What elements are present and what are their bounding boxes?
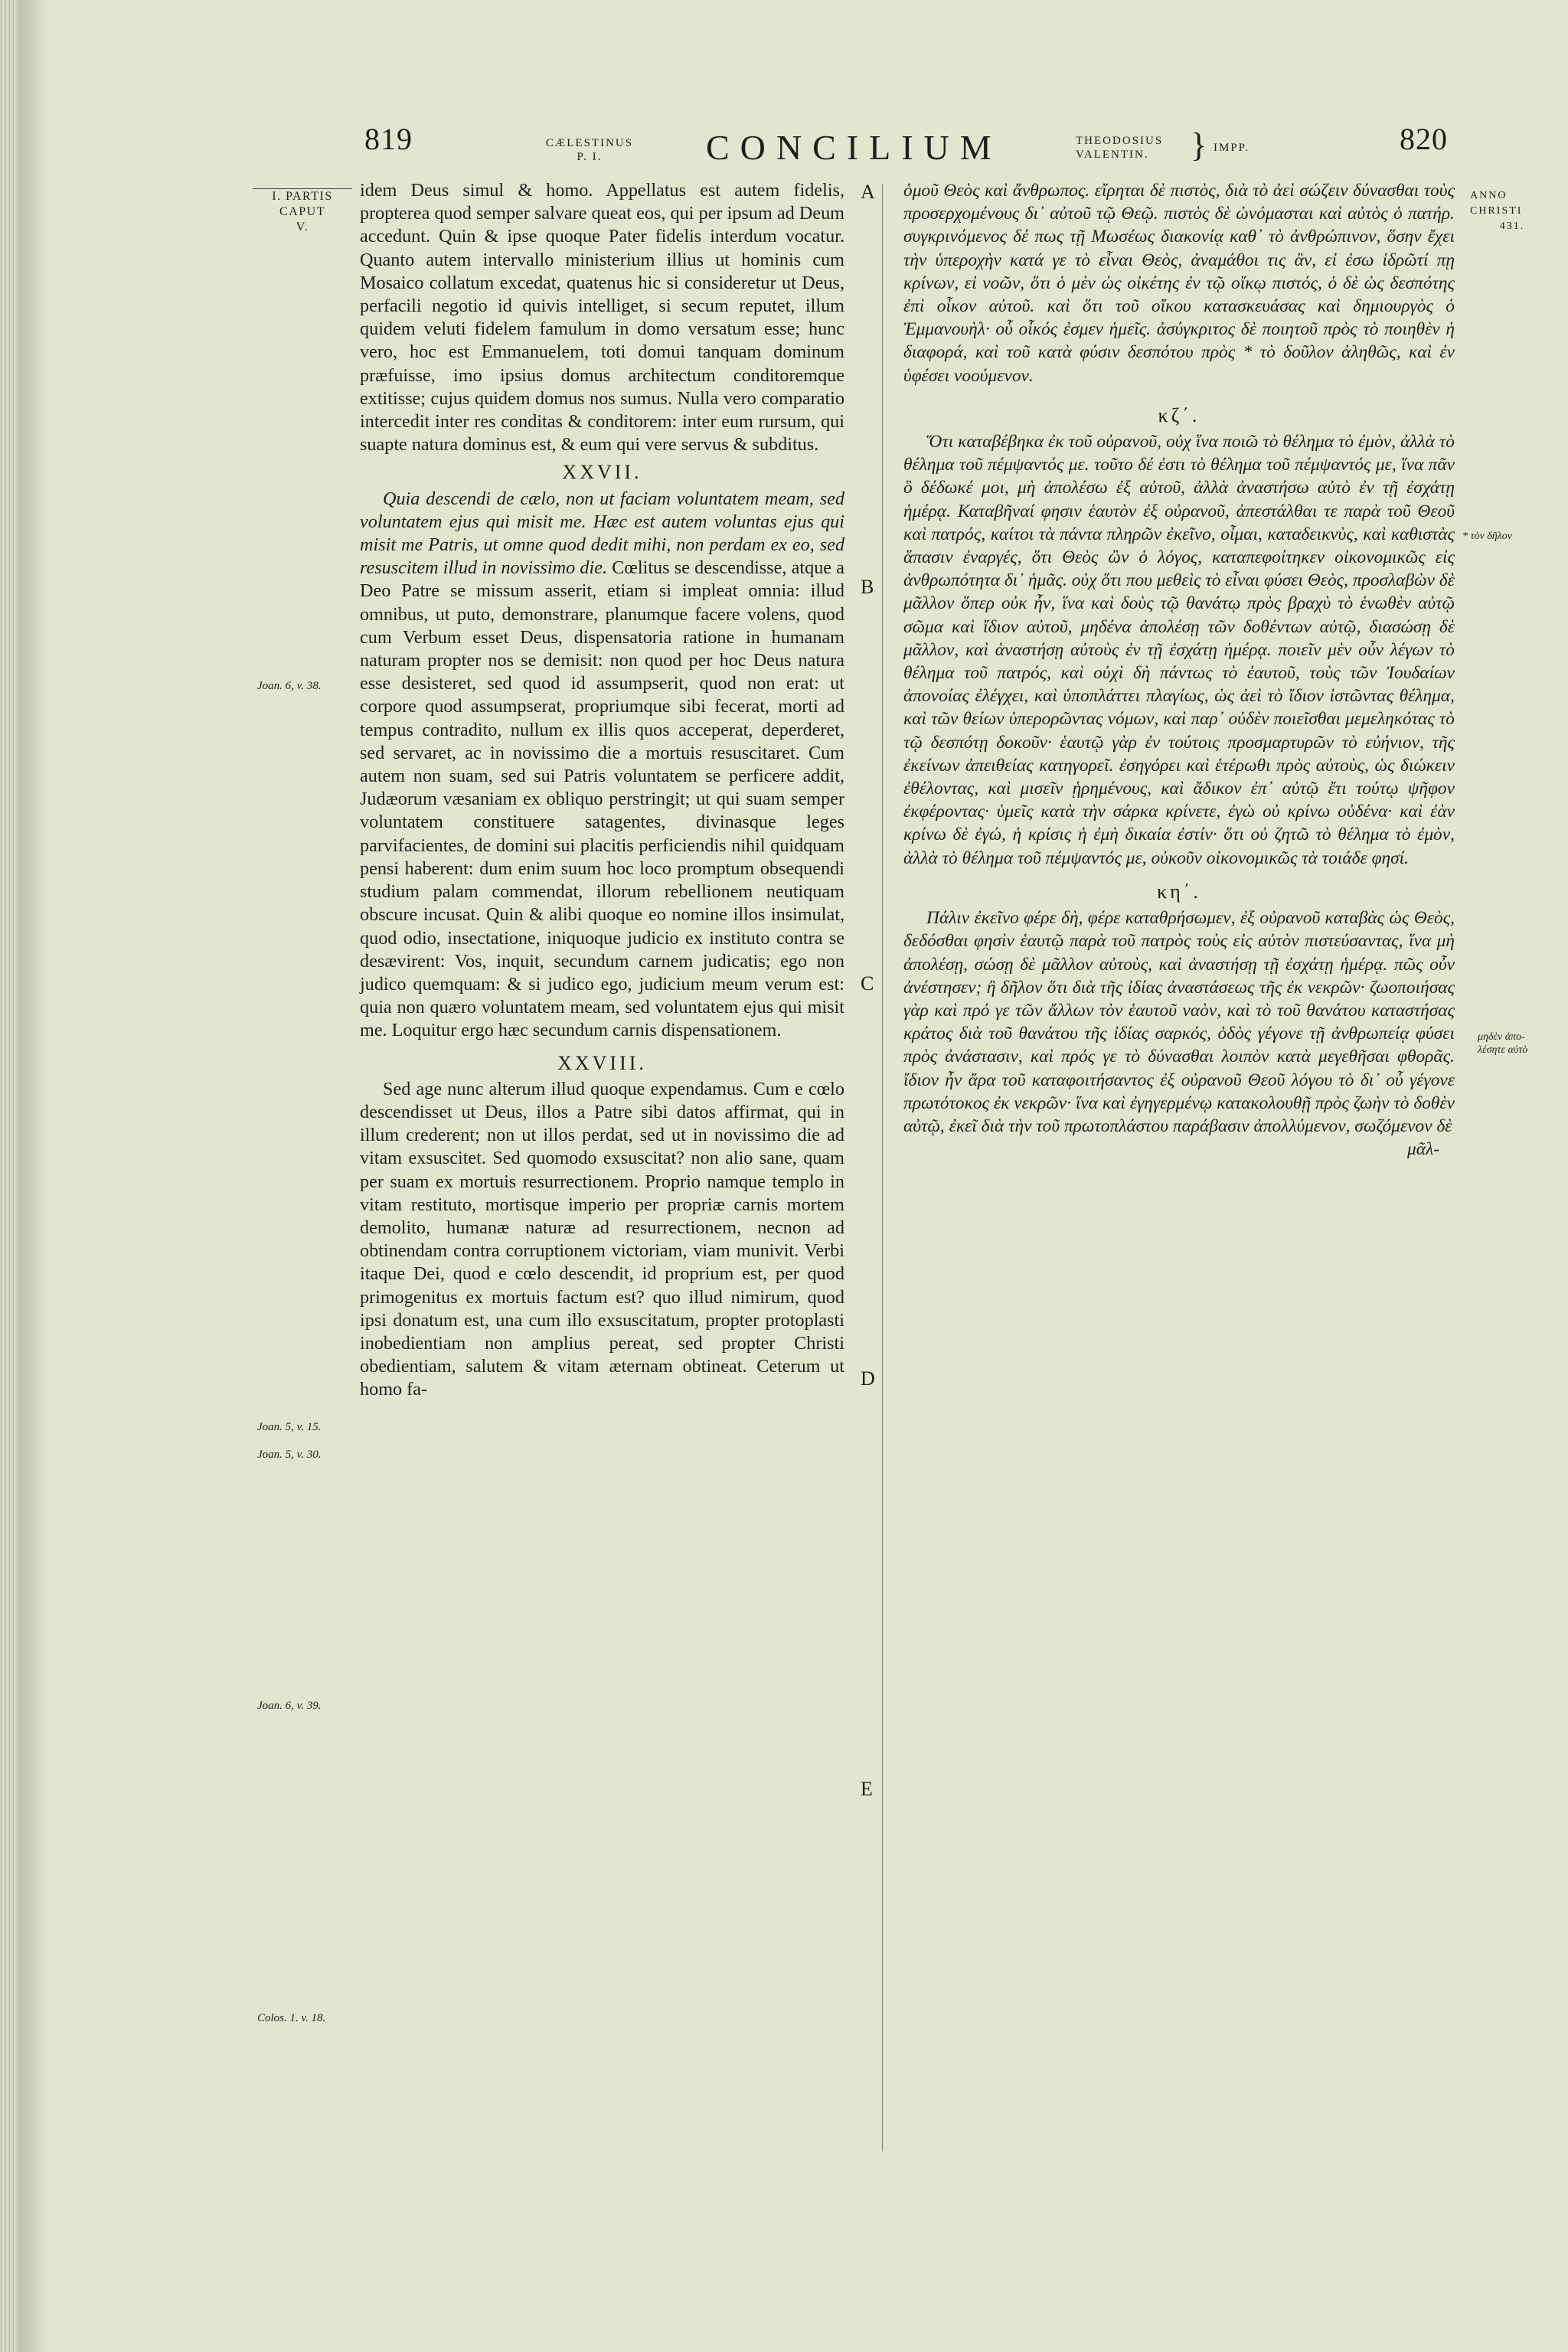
header-brace: } xyxy=(1191,126,1207,164)
section-letter-c: C xyxy=(861,972,874,995)
margin-ref-2: Joan. 5, v. 15. xyxy=(257,1421,322,1433)
margin-ref-4: Joan. 6, v. 39. xyxy=(257,1700,322,1712)
partis-line-2: CAPUT xyxy=(279,205,325,218)
latin-section-27 xyxy=(360,488,844,1043)
latin-paragraph-28: Sed age nunc alterum illud quoque expendamus. Cum e cœlo descendisset ut Deus, illos a Patre sibi datos affirmat, qui in illum crederent; non ut illos perdat, sed ut in novissimo die ad vitam exsuscitet. Sed quomodo exsuscitat? non alio sane, quam per suam ex mortuis resurrectionem. Proprio namque templo in vitam restituto, mortisque imperio per propriæ carnis mortem demolito, humanæ naturæ ad resurrectionem, necnon ad obtinendam contra corruptionem victoriam, viam munivit. Verbi itaque Dei, quod e cœlo descendit, id proprium est, per quod primogenitus ex mortuis factum est? quo illud nimirum, quod ipsi donatum est, una cum illo exsuscitatum, propter protoplasti inobedientiam non amplius pereat, sed propter Christi obedientiam, salutem & vitam æternam obtineat. Ceterum ut homo fa- xyxy=(360,1078,844,1400)
margin-ref-3: Joan. 5, v. 30. xyxy=(257,1449,322,1461)
column-divider xyxy=(882,184,883,2151)
latin-section-heading-27: XXVII. xyxy=(562,461,642,484)
header-left-label-2: P. I. xyxy=(577,151,603,163)
section-letter-d: D xyxy=(861,1367,875,1390)
greek-paragraph-27: Ὅτι καταβέβηκα ἐκ τοῦ οὐρανοῦ, οὐχ ἵνα ποιῶ τὸ θέλημα τὸ ἐμὸν, ἀλλὰ τὸ θέλημα τοῦ πέμψαντός με. τοῦτο δέ ἐστι τὸ θέλημα τοῦ πέμψαντός με, ἵνα πᾶν ὃ δέδωκέ μοι, μὴ ἀπολέσω ἐξ αὐτοῦ, ἀλλὰ ἀναστήσω αὐτὸ ἐν τῇ ἐσχάτῃ ἡμέρᾳ. Καταβῆναί φησιν ἑαυτὸν ἐξ οὐρανοῦ, ἀπεστάλθαι τε παρὰ τοῦ Θεοῦ καὶ πατρός, καίτοι τὰ πάντα πληρῶν ἐκεῖνο, οἶμαι, καταδεικνὺς, καὶ καθιστὰς ἅπασιν ἐναργές, ὅτι Θεὸς ὢν ὁ λόγος, καταπεφοίτηκεν οἰκονομικῶς εἰς ἀνθρωπότητα δι᾽ ἡμᾶς. οὐχ ὅτι που μεθεὶς τὸ εἶναι φύσει Θεὸς, προσλαβὼν δὲ μᾶλλον ὅπερ οὐκ ἦν, ἵνα καὶ δοὺς τῷ θανάτῳ πρὸς βραχὺ τὸ ἑνωθὲν αὐτῷ σῶμα καὶ ἴδιον αὐτοῦ, μηδένα ἀπολέσῃ τῶν δοθέντων αὐτῷ, διασώσῃ δὲ μᾶλλον, καὶ ἀναστήσῃ αὐτοὺς ἐν τῇ ἐσχάτῃ ἡμέρᾳ. ποιεῖν μὲν οὖν λέγων τὸ θέλημα τοῦ πατρός, καὶ οὐχὶ δὴ πάντως τὸ ἑαυτοῦ, τοὺς τῶν Ἰουδαίων ἀπονοίας ἐλέγχει, καὶ ὑποπλάττει πλαγίως, ὡς ἀεὶ τὸ ἴδιον ἱστῶντας θέλημα, καὶ τῶν θείων ὑπερορῶντας νόμων, καὶ παρ᾽ οὐδὲν ποιεῖσθαι μεμεληκότας τὸ τῷ δεσπότῃ δοκοῦν· ἑαυτῷ γὰρ ἐν τούτοις προσμαρτυρῶν τὸ εὐήνιον, τῆς ἐκείνων ἀπειθείας κατηγορεῖ. ἐσηγόρει καὶ ἑτέρωθι πρὸς αὐτοὺς, ὡς διώκειν ἐθέλοντας, καὶ μισεῖν ᾑρημένους, καὶ ἄδικον ἐπ᾽ αὐτῷ ἔτι τούτῳ ψῆφον ἐκφέροντας· ὑμεῖς κατὰ τὴν σάρκα κρίνετε, ἐγὼ οὐ κρίνω οὐδένα· καὶ ἐὰν κρίνω δὲ ἐγώ, ἡ κρίσις ἡ ἐμὴ δικαία ἐστίν· ὅτι οὐ ζητῶ τὸ θέλημα τὸ ἐμὸν, ἀλλὰ τὸ θέλημα τοῦ πέμψαντός με, οὐκοῦν οἰκονομικῶς τὰ τοιάδε φησί. xyxy=(903,432,1455,868)
left-page-number: 819 xyxy=(364,122,413,156)
partis-line-1: I. PARTIS xyxy=(253,188,352,204)
greek-paragraph-1: ὁμοῦ Θεὸς καὶ ἄνθρωπος. εἴρηται δὲ πιστὸς, διὰ τὸ ἀεὶ σώζειν δύνασθαι τοὺς προσερχομένους δι᾽ αὐτοῦ τῷ Θεῷ. πιστὸς δὲ ὠνόμασται καὶ αὐτὸς ὁ πατήρ. συγκρινόμενος δέ πως τῇ Μωσέως διακονίᾳ καθ᾽ τὸ ἀνθρώπινον, ὅσην ἔχει τὴν ὑπεροχὴν κατά γε τὸ εἶναι Θεὸς, ἀναμάθοι τις ἂν, εἰ ἐσω ἱδρῶτί πῃ κρίνων, εἰ νοῶν, ὅτι ὁ μὲν ὡς οἰκέτης ἐν τῷ οἴκῳ πιστός, ὁ δὲ ὡς δεσπότης ἐπὶ οἶκον αὐτοῦ. καὶ ὅτι τοῦ οἴκου κατασκευάσας καὶ δημιουργὸς ὁ Ἐμμανουὴλ· οὗ οἶκός ἐσμεν ἡμεῖς. ἀσύγκριτος δὲ ποιητοῦ πρὸς τὸ ποιηθὲν ἡ διαφορά, καὶ τοῦ κατὰ φύσιν δεσπότου πρὸς * τὸ δοῦλον ἀληθῶς, καὶ ἐν ὑφέσει νοούμενον. xyxy=(903,181,1455,386)
latin-quotation-27: Quia descendi de cælo, non ut faciam voluntatem meam, sed voluntatem ejus qui misit me. Hæc est autem voluntas ejus qui misit me Patris, ut omne quod dedit mihi, non perdam ex eo, sed resuscitem illud in novissimo die. xyxy=(360,488,844,579)
greek-column xyxy=(903,179,1455,1161)
header-left-label-1: CÆLESTINUS xyxy=(545,137,634,149)
section-letter-a: A xyxy=(861,181,875,203)
greek-paragraph-28: Πάλιν ἐκεῖνο φέρε δὴ, φέρε καταθρήσωμεν, ἐξ οὐρανοῦ καταβὰς ὡς Θεὸς, δεδόσθαι φησὶν ἑαυτῷ παρὰ τοῦ πατρὸς τοὺς εἰς αὐτὸν πιστεύσαντας, ἵνα μὴ ἀπολέσῃ, σώσῃ δὲ μᾶλλον αὐτοὺς, καὶ ἀναστήσῃ τῇ ἐσχάτῃ ἡμέρᾳ. πῶς οὖν ἀνέστησεν; ἢ δῆλον ὅτι διὰ τῆς ἰδίας ἀναστάσεως τῆς ἐκ νεκρῶν· ζωοποιήσας γὰρ καὶ πρό γε τῶν ἄλλων τὸν ἑαυτοῦ ναὸν, καὶ τὸ τοῦ θανάτου καταστήσας κράτος διὰ τοῦ θανάτου τῆς ἰδίας σαρκός, ὁδὸς γέγονε τῇ ἀνθρωπείᾳ φύσει πρὸς ἀνάστασιν, καὶ πρός γε τὸ δύνασθαι λοιπὸν κατὰ μεγεθῆσαι φθορᾶς. ἴδιον ἦν ἄρα τοῦ καταφοιτήσαντος ἐξ οὐρανοῦ Θεοῦ λόγου τὸ δι᾽ οὗ γέγονε πρωτότοκος ἐκ νεκρῶν· ἵνα καὶ ἐγηγερμένῳ κατακολουθῇ πρὸς ζωὴν τὸ δοθὲν αὐτῷ, ἐκεῖ διὰ τὴν τοῦ πρωτοπλάστου παράβασιν ἀπολλύμενον, σωζόμενον δὲ xyxy=(903,908,1455,1136)
partis-line-3: V. xyxy=(296,220,309,234)
anno-line-1: ANNO xyxy=(1470,190,1508,201)
catchword: μᾶλ- xyxy=(1407,1139,1439,1160)
greek-margin-note-1: * τὸν δῆλον xyxy=(1462,531,1512,542)
section-letter-b: B xyxy=(861,576,874,598)
greek-margin-note-2: μηδὲν ἀπο- λέσητε αὐτὸ xyxy=(1478,1031,1528,1056)
page-fore-edge xyxy=(0,0,18,2352)
latin-section-heading-28: XXVIII. xyxy=(557,1051,647,1074)
greek-section-heading-27: κζ΄. xyxy=(1158,403,1200,426)
greek-section-heading-28: κη΄. xyxy=(1157,880,1201,903)
anno-line-3: 431. xyxy=(1499,220,1525,232)
anno-line-2: CHRISTI xyxy=(1470,205,1523,217)
header-right-label-2: VALENTIN. xyxy=(1076,149,1149,161)
latin-paragraph-27: Cœlitus se descendisse, atque a Deo Patre se missum asserit, etiam si impleat omnia: illud omnibus, ut puto, demonstrare, planumque facere volens, quod cum Verbum esset Deus, dispensatoria ratione in humanam naturam propter nos se demisit: non quod per hoc Deus natura esse desisteret, sed quod id assumpserit, quod non erat: ut corpore quod assumpserat, propriumque sibi fecerat, morti ad tempus contradito, nullum ex illis quos acceperat, deperderet, sed servaret, ac in novissimo die a mortuis resuscitaret. Cum autem non suam, sed sui Patris voluntatem se perficere addit, Judæorum væsaniam ex obliquo perstringit; ut qui suam semper voluntatem constituere satagentes, divinasque leges parvifacientes, de domini sui placitis perficiendis nihil quidquam pensi haberent: dum enim suum hoc loco promptum obsequendi studium palam commendat, illorum rebellionem neutiquam obscure incusat. Quin & alibi quoque eo nomine illos insimulat, quod odio, insectatione, iniquoque judicio ex instituto contra se desævirent: Vos, inquit, secundum carnem judicatis; ego non judico quemquam: & si judico ego, judicium meum verum est: quia non quæro voluntatem meam, sed voluntatem ejus qui misit me. Loquitur ergo hæc secundum carnis dispensationem. xyxy=(360,557,845,1041)
section-letter-e: E xyxy=(861,1778,873,1800)
header-right-label-1: THEODOSIUS xyxy=(1076,135,1164,147)
latin-column xyxy=(360,179,844,1402)
right-page-number: 820 xyxy=(1400,122,1448,156)
latin-paragraph-1: idem Deus simul & homo. Appellatus est autem fidelis, propterea quod semper salvare queat eos, qui per ipsum ad Deum accedunt. Quin & ipse quoque Pater fidelis interdum vocatur. Quanto autem intervallo ministerium illius ut hominis cum Mosaico collatum excedat, quatenus hic si consideretur ut Deus, perfacili negotio id quivis intelliget, si secum reputet, illum quidem veluti fidelem famulum in domo versatum esse; hunc vero, hoc est Emmanuelem, toti domui tanquam dominum præfuisse, imo ipsius domus architectum conditoremque extitisse; cujus quidem domus nos sumus. Nulla vero comparatio intercedit inter res conditas & conditorem: inter eum rursum, qui suapte natura dominus est, & eum qui vere servus & subditus. xyxy=(360,180,844,456)
margin-ref-1: Joan. 6, v. 38. xyxy=(257,680,322,692)
header-right-label-3: IMPP. xyxy=(1214,142,1250,154)
margin-ref-5: Colos. 1. v. 18. xyxy=(257,2012,326,2024)
gutter-shadow xyxy=(18,0,49,2352)
anno-christi-note xyxy=(1470,188,1554,234)
page-title: CONCILIUM xyxy=(706,128,1002,167)
partis-caput-note xyxy=(253,188,352,235)
